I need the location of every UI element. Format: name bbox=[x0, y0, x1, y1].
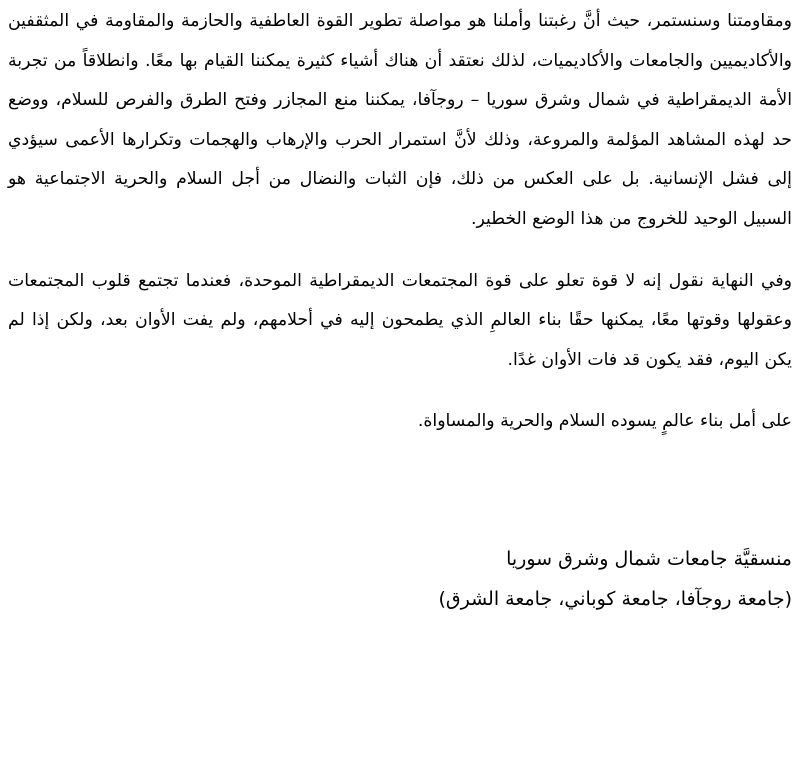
document-page bbox=[8, 0, 792, 619]
signature-line-2: (جامعة روجآفا، جامعة كوباني، جامعة الشرق) bbox=[438, 587, 792, 610]
signature-line-1: منسقيَّة جامعات شمال وشرق سوريا bbox=[506, 547, 792, 570]
body-paragraph-1: ومقاومتنا وسنستمر، حيث أنَّ رغبتنا وأملنا هو مواصلة تطوير القوة العاطفية والحازمة والمقاومة في المثقفين والأكاديميين والجامعات والأكاديميات، لذلك نعتقد أن هناك أشياء كثيرة يمكننا القيام بها معًا. وانطلاقاً من تجربة الأمة الديمقراطية في شمال وشرق سوريا – روجآفا، يمكننا منع المجازر وفتح الطرق والفرص للسلام، ووضع حد لهذه المشاهد المؤلمة والمروعة، وذلك لأنَّ استمرار الحرب والإرهاب والهجمات وتكرارها الأعمى سيؤدي إلى فشل الإنسانية. بل على العكس من ذلك، فإن الثبات والنضال من أجل السلام والحرية الاجتماعية هو السبيل الوحيد للخروج من هذا الوضع الخطير. bbox=[8, 11, 792, 229]
body-paragraph-3: على أمل بناء عالمٍ يسوده السلام والحرية والمساواة. bbox=[417, 411, 792, 432]
paragraph-spacer bbox=[8, 380, 792, 402]
paragraph-spacer bbox=[8, 240, 792, 262]
body-paragraph-2: وفي النهاية نقول إنه لا قوة تعلو على قوة المجتمعات الديمقراطية الموحدة، فعندما تجتمع قلوب المجتمعات وعقولها وقوتها معًا، يمكنها حقًا بناء العالمِ الذي يطمحون إليه في أحلامهم، ولم يفت الأوان بعد، ولكن إذا لم يكن اليوم، فقد يكون قد فات الأوان غدًا. bbox=[8, 270, 792, 370]
signature-spacer bbox=[8, 442, 792, 539]
